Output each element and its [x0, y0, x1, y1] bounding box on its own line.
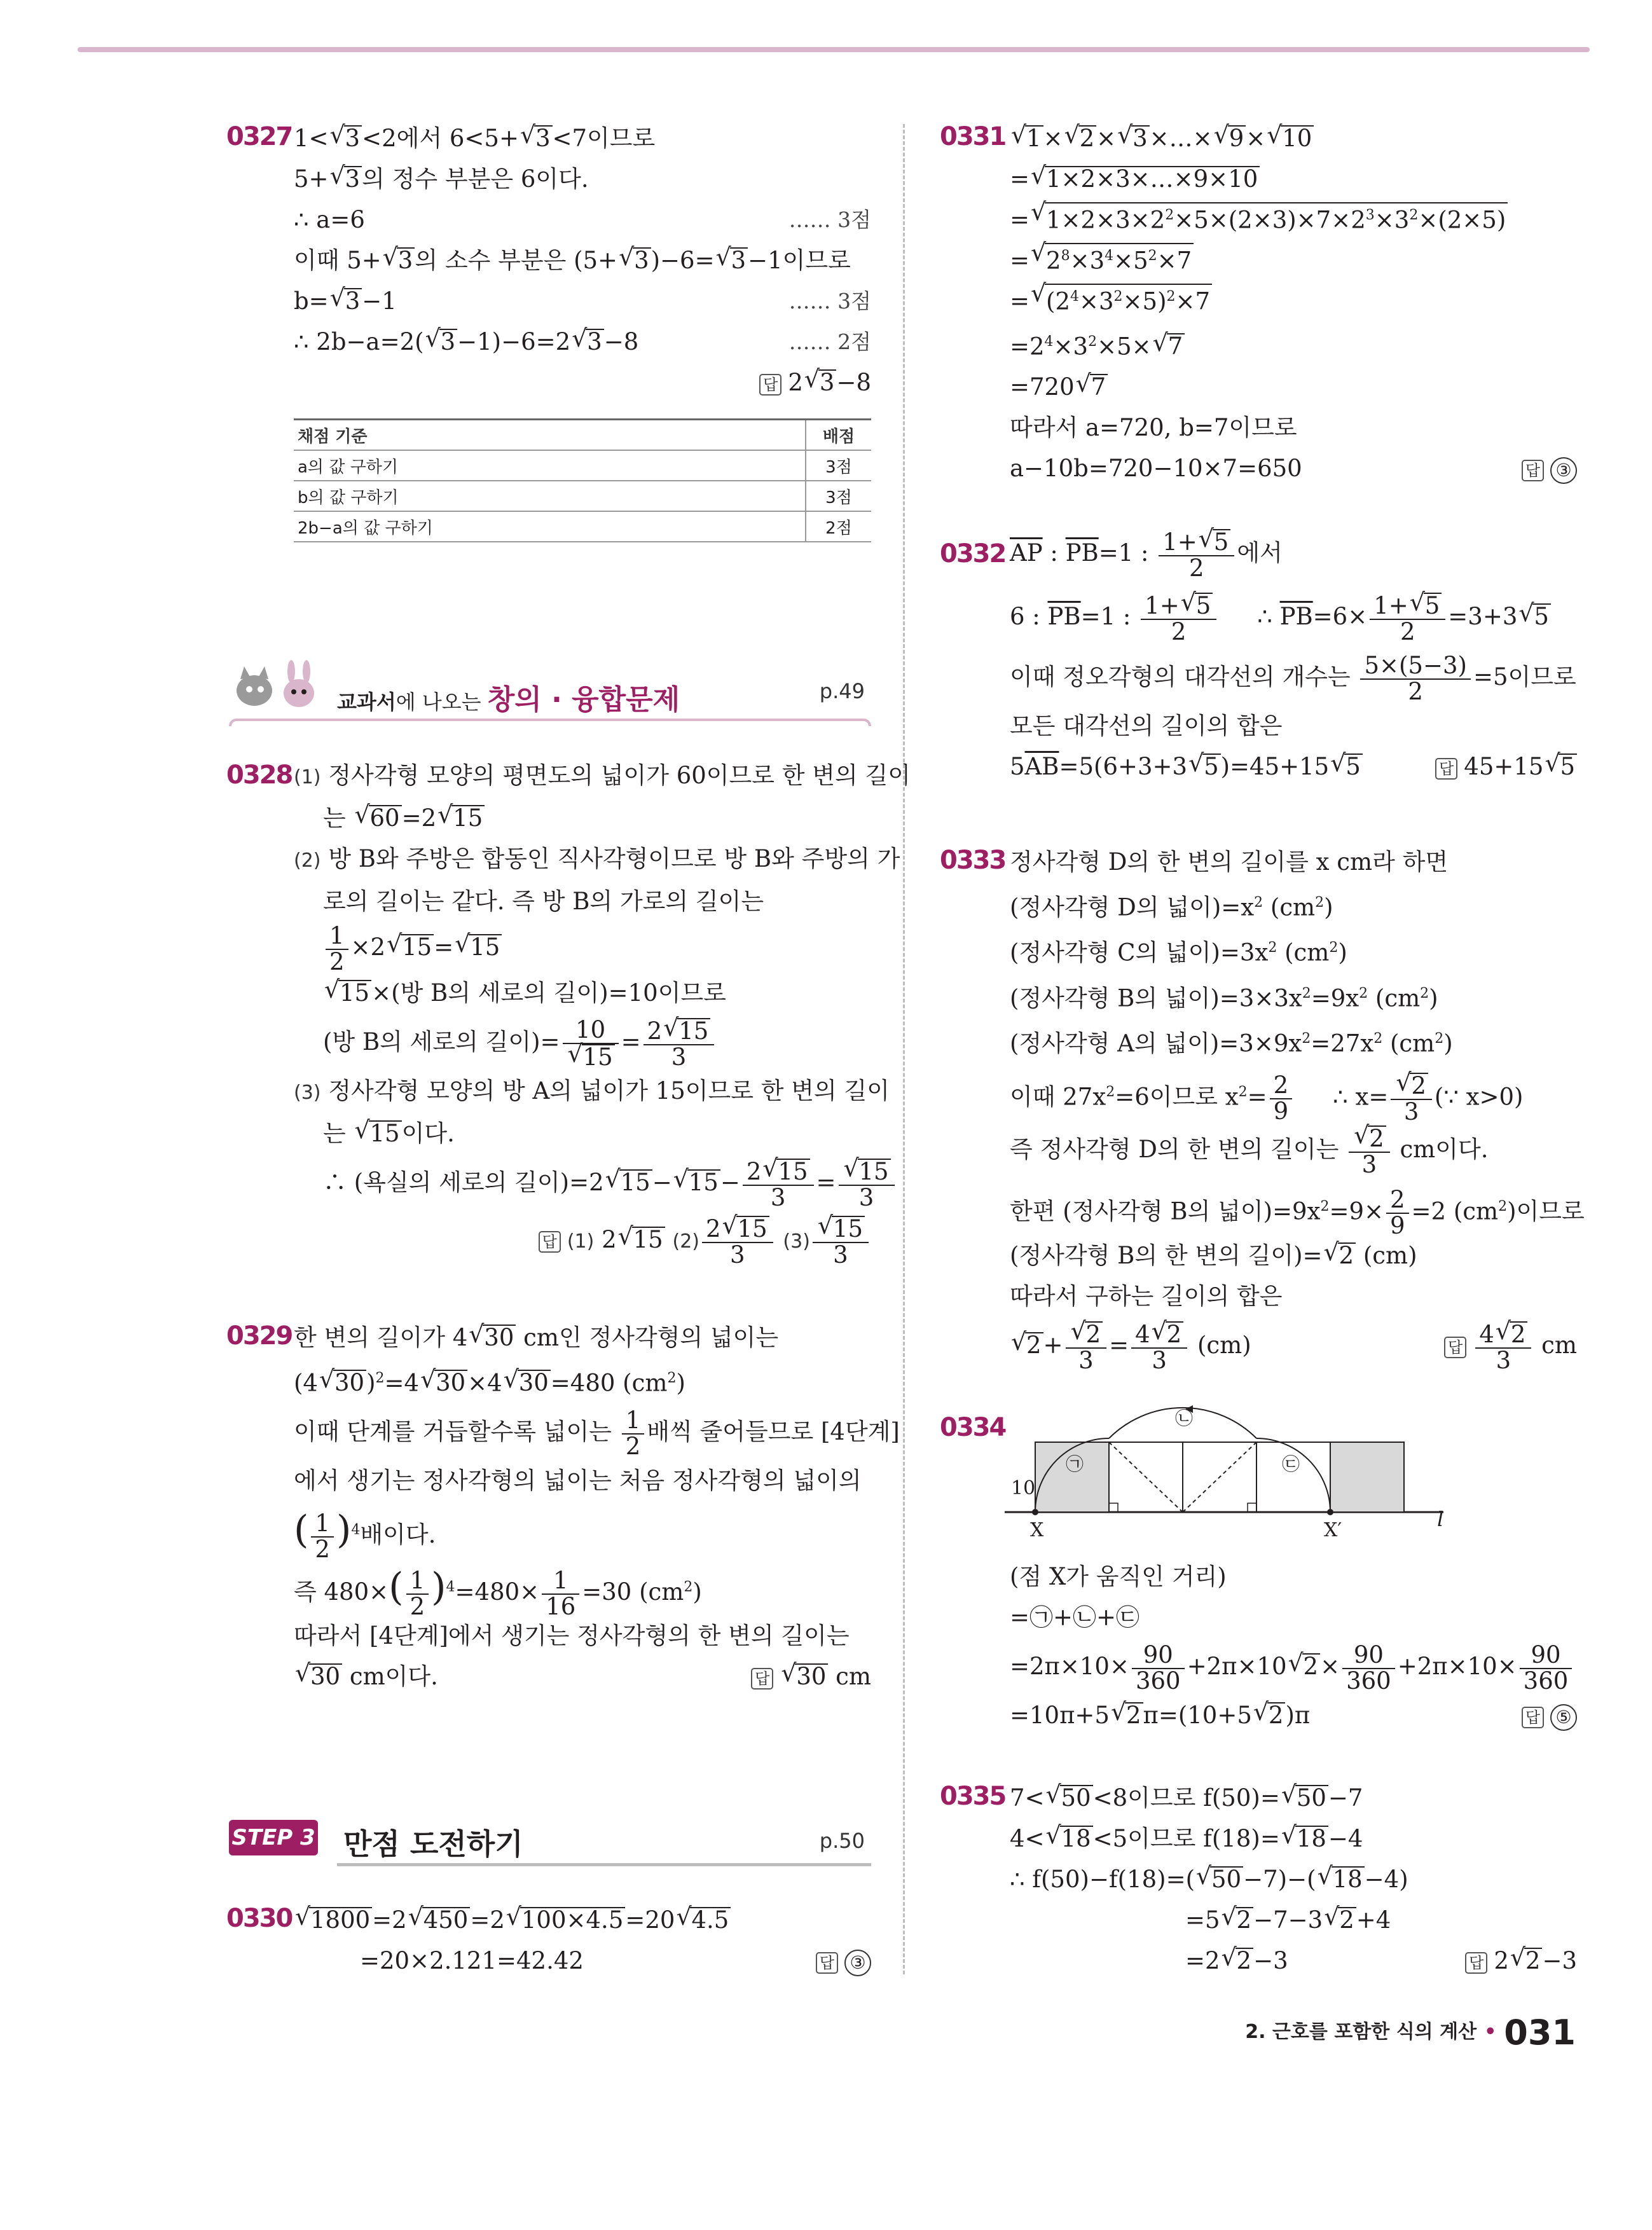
- problem-0329: 한 변의 길이가 4 √ 30 cm인 정사각형의 넓이는 (4 √ 30)$^2$=4 √ 30×4 √ 30=480 $(cm^2)$ 이때 단계를 거듭할수록 넓이는 $\frac{1}{2}$ 배씩 줄어들므로 [4단계] 에서 생기는 정사각형의 넓이는 처음 정사각형의 넓이의 ( $\frac{1}{2}$ )$^4$배이다. 즉 480×( $\frac{1}{2}$ )$^4$=480× $\frac{1}{16}$ =30 $(cm^2)$ 따라서 [4단계]에서 생기는 정사각형의 한 변의 길이는 √ 30 cm이다. 답 √ 30 cm: [294, 1318, 871, 1697]
- step-header: STEP 3 만점 도전하기 p.50: [229, 1806, 871, 1869]
- problem-0327: 1< √ 3<2에서 6<5+ √ 3<7이므로 5+ √ 3의 정수 부분은 6이다. ∴ a=6 …… 3점 이때 5+ √ 3의 소수 부분은 (5+ √ 3)−6= √ 3−1이므로 b= √ 3−1 …… 3점 ∴ 2b−a=2( √ 3−1)−6=2 √ 3−8 …… 2점 답 2 √ 3−8: [294, 118, 871, 403]
- problem-number: 0335: [940, 1782, 1006, 1811]
- answer: 답 ③: [1522, 448, 1577, 489]
- problem-number: 0330: [226, 1904, 293, 1933]
- answer: 답 ⑤: [1522, 1695, 1577, 1736]
- problem-0335: 7< √ 50<8이므로 f(50)= √ 50−7 4< √ 18<5이므로 f(18)= √ 18−4 ∴ f(50)−f(18)=( √ 50−7)−( √ 18−4) =5 √ 2−7−3 √ 2+4 =2 √ 2−3 답 2 √ 2−3: [1010, 1778, 1577, 1981]
- chapter-title: 2. 근호를 포함한 식의 계산: [1245, 2021, 1477, 2043]
- line-l-label: l: [1437, 1507, 1444, 1531]
- arc-2-label: ㉡: [1175, 1408, 1194, 1429]
- answer: 답 $\frac{4 √ 2}{3}$ cm: [1444, 1317, 1577, 1374]
- arc-3-label: ㉢: [1282, 1454, 1300, 1475]
- score-note: …… 3점: [788, 207, 871, 232]
- problem-number: 0334: [940, 1413, 1006, 1442]
- problem-0328: (1) 정사각형 모양의 평면도의 넓이가 60이므로 한 변의 길이 는 √ 60=2 √ 15 (2) 방 B와 주방은 합동인 직사각형이므로 방 B와 주방의 가 로의 길이는 같다. 즉 방 B의 가로의 길이는 $\frac{1}{2}$ ×2 √ 15= √ 15 √ 15×(방 B의 세로의 길이)=10이므로 (방 B의 세로의 길이)= 10 √ 15 = $\frac{2 √ 15}{3}$ (3) 정사각형 모양의 방 A의 넓이가 15이므로 한 변의 길이 는 √ 15이다. ∴ (욕실의 세로의 길이)=2 √ 15− √ 15− $\frac{2 √ 15}{3}$ = √ $\frac{15}{3}$ 답 (1) 2 √ 15 (2) $\frac{2 √ 15}{3}$ (3) √ $\frac{15}{3}$: [294, 755, 871, 1269]
- problem-number: 0332: [940, 539, 1006, 568]
- mascot-icon: [229, 660, 324, 717]
- table-row: a의 값 구하기 3점: [294, 450, 871, 481]
- page-footer: 2. 근호를 포함한 식의 계산 • 031: [1245, 2013, 1576, 2053]
- answer: 답 2 √ 2−3: [1465, 1941, 1577, 1981]
- problem-0334: (점 X가 움직인 거리) =㉠+㉡+㉢ =2π×10× $\frac{90}{360}$ +2π×10 √ 2× $\frac{90}{360}$ +2π×10× $\frac{90}{360}$ =10π+5 √ 2π=(10+5 √ 2)π 답 ⑤: [1010, 1557, 1577, 1736]
- answer: 답 (1) 2 √ 15 (2) $\frac{2 √ 15}{3}$ (3) √ $\frac{15}{3}$: [539, 1211, 871, 1270]
- problem-0330: √ 1800=2 √ 450=2 √ 100×4.5=20 √ 4.5 =20×2.121=42.42 답 ③: [294, 1900, 871, 1981]
- table-row: 2b−a의 값 구하기 2점: [294, 511, 871, 542]
- problem-number: 0327: [226, 122, 293, 151]
- score-note: …… 2점: [788, 329, 871, 354]
- problem-0332: $\overline{AP}$ : $\overline{PB}=1$ : $\frac{1+ √ 5}{2}$ 에서 6 : $\overline{PB}=1$ : $\frac{1+ √ 5}{2}$ ∴ $\overline{PB}=6\times$ $\frac{1+ √ 5}{2}$ =3+3 √ 5 이때 정오각형의 대각선의 개수는 $\frac{5\times(5-3)}{2}$ =5이므로 모든 대각선의 길이의 합은 $5\overline{AB}=5(6+3+3$ √ 5)=45+15 √ 5 답 45+15 √ 5: [1010, 521, 1577, 787]
- problem-number: 0333: [940, 846, 1006, 875]
- answer: 답 √ 30 cm: [751, 1656, 871, 1697]
- problem-0331: √ 1× √ 2× √ 3×…× √ 9× √ 10 = √ 1×2×3×…×9×10 = √ $1\times 2\times 3\times 2^2\times 5\times(2\times 3)\times 7\times 2^3\times 3^2\times(2\times 5)$ = √ $2^8\times 3^4\times 5^2\times 7$ = √ $(2^4\times 3^2\times 5)^2\times 7$ $=2^4\times 3^2\times 5\times$ √ 7 =720 √ 7 따라서 a=720, b=7이므로 a−10b=720−10×7=650 답 ③: [1010, 118, 1577, 489]
- answer-badge: 답: [759, 374, 781, 396]
- problem-number: 0328: [226, 761, 293, 790]
- rolling-square-figure: [998, 1399, 1456, 1545]
- arc-1-label: ㉠: [1066, 1454, 1084, 1475]
- problem-number: 0331: [940, 122, 1006, 151]
- point-x-prime-label: X′: [1324, 1519, 1342, 1541]
- page-number: 031: [1504, 2013, 1576, 2053]
- side-length-label: 10: [1011, 1477, 1036, 1499]
- column-divider: [903, 124, 905, 1974]
- answer: 답 ③: [816, 1941, 871, 1981]
- problem-number: 0329: [226, 1321, 293, 1351]
- table-row: b의 값 구하기 3점: [294, 481, 871, 511]
- answer: 답 2 √ 3−8: [759, 362, 871, 403]
- top-rule: [78, 47, 1590, 52]
- answer: 답 45+15 √ 5: [1435, 747, 1577, 787]
- scoring-table: 채점 기준 배점 a의 값 구하기 3점 b의 값 구하기 3점 2b−a의 값 구하기 2점: [294, 418, 871, 542]
- problem-0333: 정사각형 D의 한 변의 길이를 x cm라 하면 (정사각형 D의 넓이)$=x^2$ $(cm^2)$ (정사각형 C의 넓이)$=3x^2$ $(cm^2)$ (정사각형 B의 넓이)$=3\times 3x^2=9x^2$ $(cm^2)$ (정사각형 A의 넓이)$=3\times 9x^2=27x^2$ $(cm^2)$ 이때 $27x^2=6$이므로 $x^2=$ $\frac{2}{9}$ ∴ x= √ $\frac{2}{3}$ (∵ x>0) 즉 정사각형 D의 한 변의 길이는 √ $\frac{2}{3}$ cm이다. 한편 (정사각형 B의 넓이)$=9x^2=9\times$ $\frac{2}{9}$ =2 $(cm^2)$이므로 (정사각형 B의 한 변의 길이)= √ 2 (cm) 따라서 구하는 길이의 합은 √ 2+ √ $\frac{2}{3}$ = $\frac{4 √ 2}{3}$ (cm) 답 $\frac{4 √ 2}{3}$ cm: [1010, 842, 1577, 1374]
- score-note: …… 3점: [788, 289, 871, 313]
- step-tag: STEP 3: [229, 1820, 318, 1855]
- point-x-label: X: [1030, 1519, 1044, 1541]
- section-banner: 교과서에 나오는 창의 · 융합문제 p.49: [229, 655, 871, 726]
